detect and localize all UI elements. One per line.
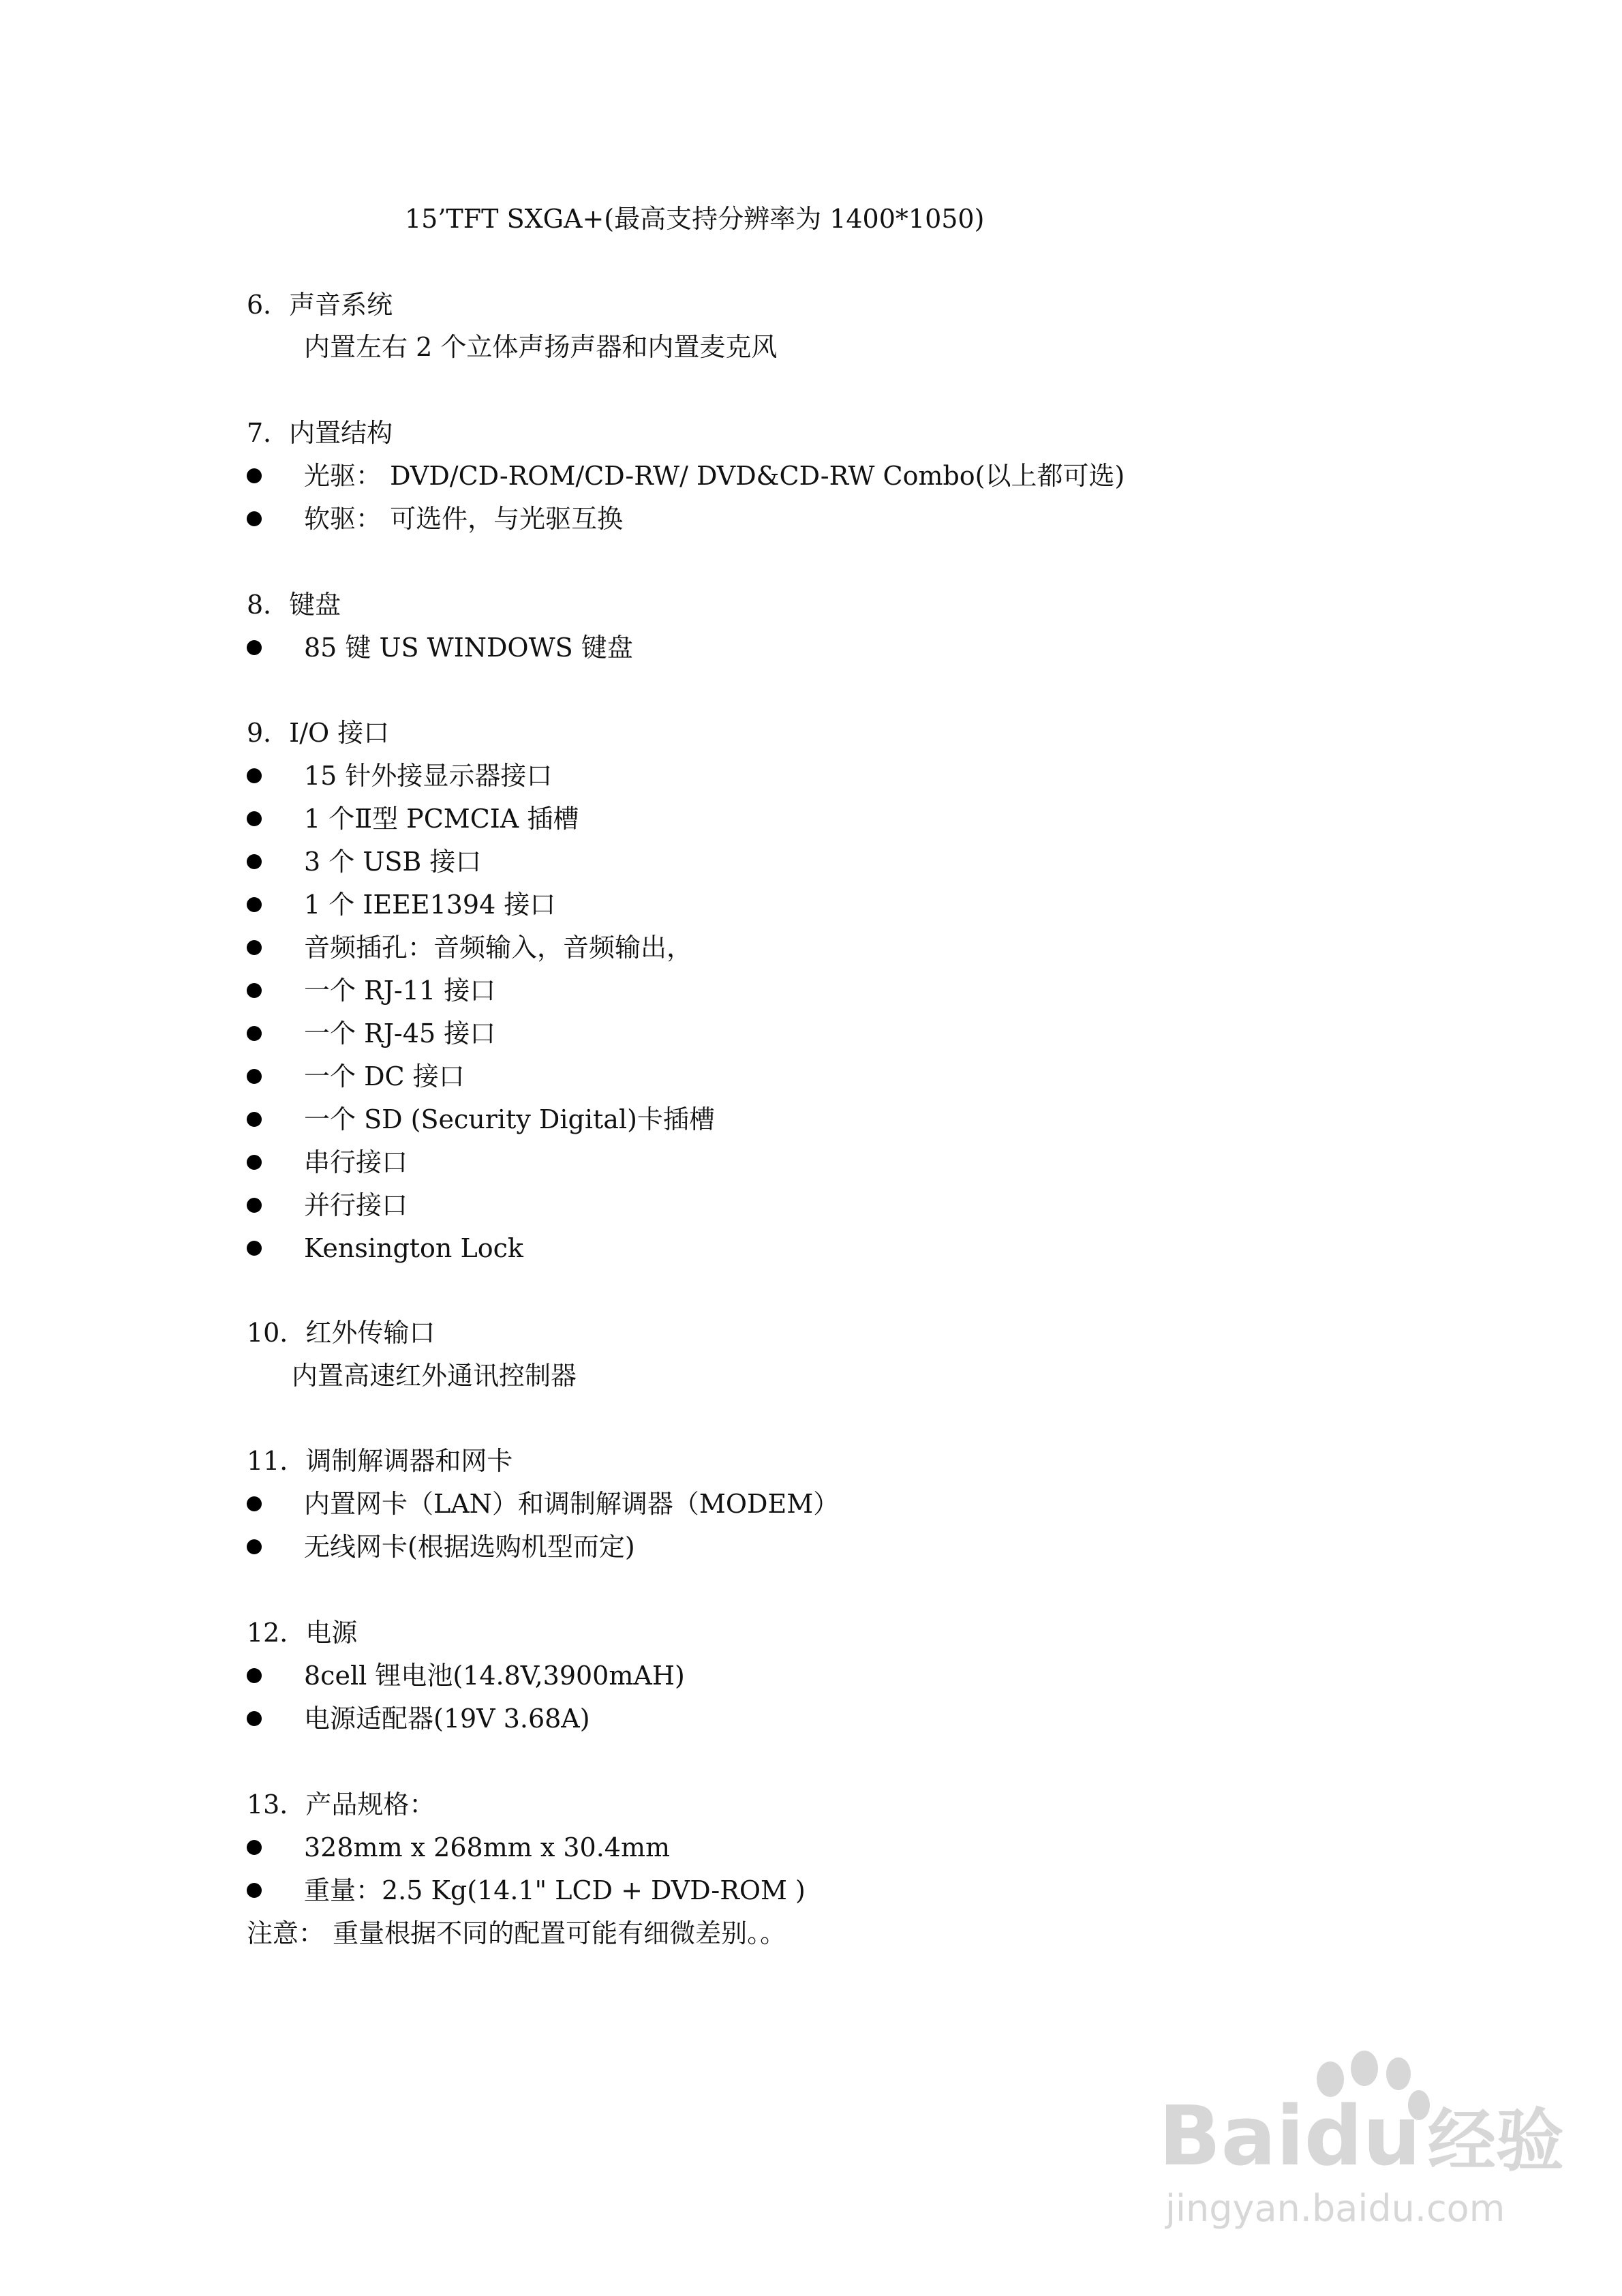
display-line: 15’TFT SXGA+(最高支持分辨率为 1400*1050) (405, 204, 985, 234)
bullet-icon (247, 1840, 262, 1855)
power-heading: 12．电源 (247, 1618, 358, 1648)
io-item: 一个 RJ-45 接口 (304, 1018, 496, 1048)
bullet-icon (247, 983, 262, 998)
bullet-icon (247, 897, 262, 912)
structure-heading: 7．内置结构 (247, 418, 393, 448)
watermark-brand-du: du (1304, 2089, 1421, 2184)
bullet-icon (247, 1026, 262, 1041)
bullet-icon (247, 1112, 262, 1127)
io-item: 一个 RJ-11 接口 (304, 976, 496, 1006)
bullet-icon (247, 640, 262, 655)
structure-item: 软驱： 可选件，与光驱互换 (304, 504, 624, 534)
bullet-icon (247, 1496, 262, 1511)
watermark-brand: Bai (1159, 2089, 1304, 2184)
power-item: 8cell 锂电池(14.8V,3900mAH) (304, 1661, 685, 1691)
power-item: 电源适配器(19V 3.68A) (304, 1704, 590, 1734)
bullet-icon (247, 1668, 262, 1683)
bullet-icon (247, 468, 262, 483)
bullet-icon (247, 854, 262, 869)
io-item: Kensington Lock (304, 1233, 523, 1263)
bullet-icon (247, 511, 262, 526)
specs-heading: 13．产品规格： (247, 1789, 435, 1819)
io-item: 并行接口 (304, 1190, 408, 1220)
io-item: 一个 SD (Security Digital)卡插槽 (304, 1104, 715, 1134)
bullet-icon (247, 1711, 262, 1726)
bullet-icon (247, 940, 262, 955)
bullet-icon (247, 1241, 262, 1256)
structure-item: 光驱： DVD/CD-ROM/CD-RW/ DVD&CD-RW Combo(以上都可选) (304, 461, 1125, 491)
infrared-text: 内置高速红外通讯控制器 (292, 1361, 577, 1391)
io-item: 一个 DC 接口 (304, 1061, 465, 1091)
specs-item: 重量：2.5 Kg(14.1" LCD + DVD-ROM ) (304, 1875, 806, 1905)
bullet-icon (247, 768, 262, 783)
io-item: 串行接口 (304, 1147, 408, 1177)
baidu-jingyan-watermark (1152, 2045, 1564, 2243)
audio-text: 内置左右 2 个立体声扬声器和内置麦克风 (304, 332, 778, 362)
io-heading: 9．I/O 接口 (247, 718, 390, 748)
io-item: 音频插孔：音频输入，音频输出， (304, 933, 693, 963)
io-item: 15 针外接显示器接口 (304, 761, 553, 791)
keyboard-heading: 8．键盘 (247, 590, 341, 620)
bullet-icon (247, 1198, 262, 1213)
infrared-heading: 10．红外传输口 (247, 1318, 435, 1348)
bullet-icon (247, 811, 262, 826)
io-item: 1 个 IEEE1394 接口 (304, 890, 556, 920)
modem-item: 内置网卡（LAN）和调制解调器（MODEM） (304, 1489, 840, 1519)
specs-item: 328mm x 268mm x 30.4mm (304, 1832, 671, 1862)
bullet-icon (247, 1155, 262, 1170)
audio-heading: 6．声音系统 (247, 290, 393, 320)
watermark-label: 经验 (1427, 2101, 1564, 2181)
bullet-icon (247, 1069, 262, 1084)
io-item: 3 个 USB 接口 (304, 847, 482, 877)
bullet-icon (247, 1883, 262, 1898)
note-text: 注意： 重量根据不同的配置可能有细微差别。。 (247, 1918, 786, 1948)
io-item: 1 个Ⅱ型 PCMCIA 插槽 (304, 804, 579, 834)
keyboard-item: 85 键 US WINDOWS 键盘 (304, 633, 633, 663)
modem-heading: 11．调制解调器和网卡 (247, 1446, 513, 1476)
modem-item: 无线网卡(根据选购机型而定) (304, 1532, 635, 1562)
watermark-url: jingyan.baidu.com (1165, 2187, 1505, 2230)
bullet-icon (247, 1539, 262, 1554)
